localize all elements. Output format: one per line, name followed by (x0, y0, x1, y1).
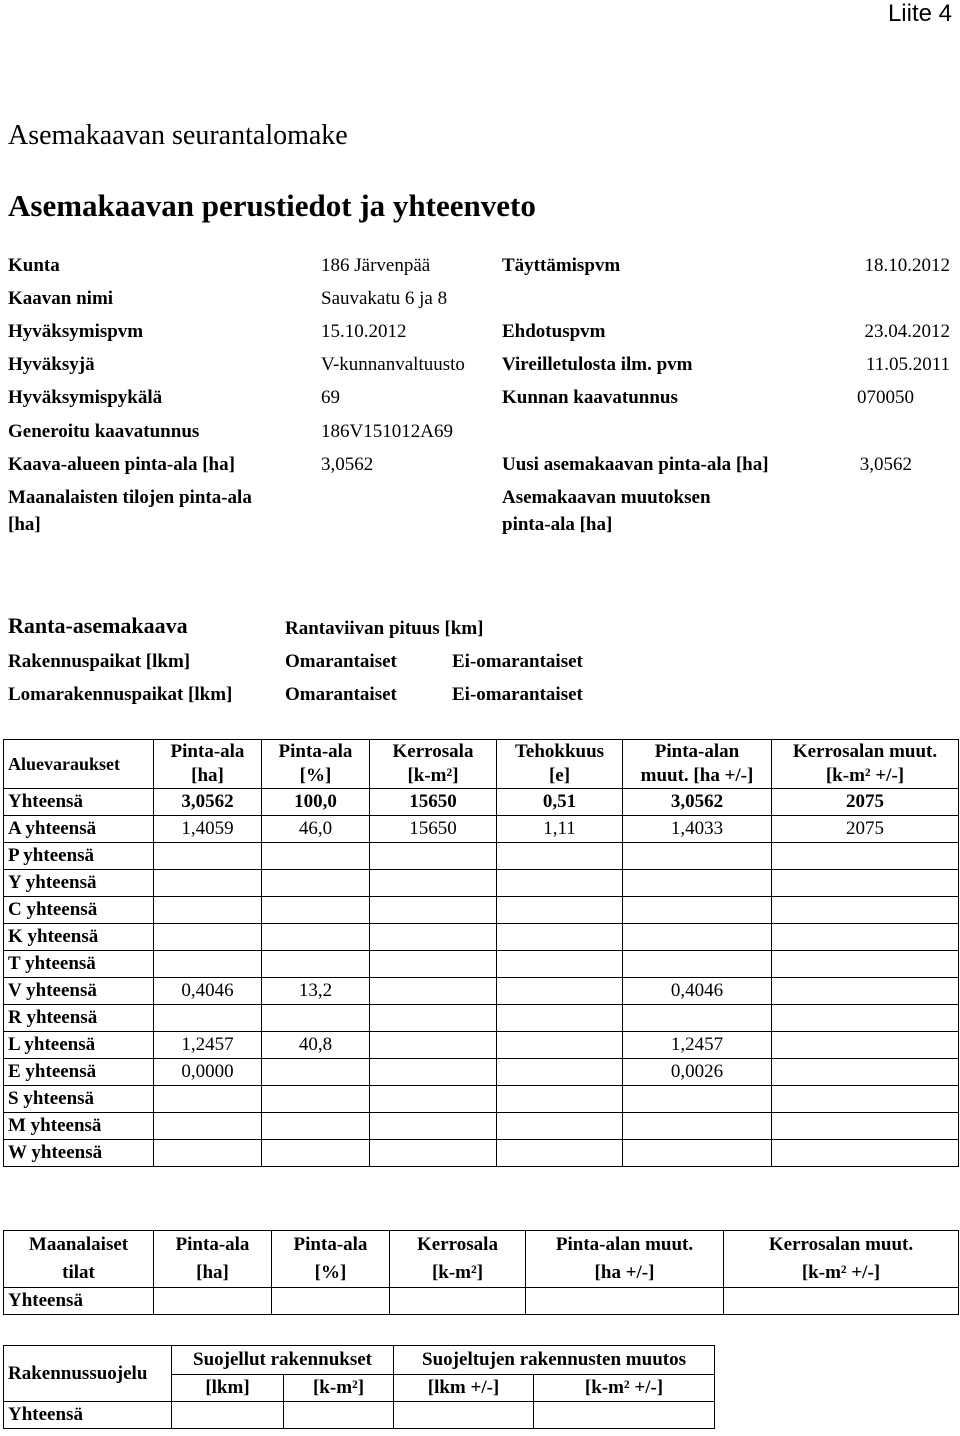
vireilletulo-value: 11.05.2011 (865, 354, 950, 375)
header-pinta-ala-ha (154, 740, 262, 789)
maanalaiset-total-kerrosala (390, 1288, 526, 1315)
cell-tehokkuus (497, 1032, 623, 1059)
cell-kerrosalan-muutos (772, 870, 959, 897)
cell-pinta-alan-muutos: 1,4033 (623, 816, 772, 843)
maanalaiset-ala-label-line1: Maanalaisten tilojen pinta-ala (8, 487, 252, 508)
cell-kerrosalan-muutos (772, 843, 959, 870)
cell-kerrosalan-muutos (772, 951, 959, 978)
row-name: Yhteensä (4, 789, 154, 816)
table-row (4, 1086, 959, 1113)
cell-tehokkuus: 1,11 (497, 816, 623, 843)
rakennussuojelu-label: Rakennussuojelu (4, 1346, 172, 1402)
muutos-ala-label-line1: Asemakaavan muutoksen (502, 487, 711, 508)
cell-pinta-ala-pct (262, 843, 370, 870)
table-row (4, 924, 959, 951)
maanalaiset-header-pinta-ala-pct-line2: [%] (314, 1262, 347, 1283)
row-name: S yhteensä (4, 1086, 154, 1113)
suojelu-header-lkm-muutos: [lkm +/-] (394, 1375, 534, 1402)
maanalaiset-header-line2: tilat (62, 1262, 95, 1283)
hyvaksyja-label: Hyväksyjä (8, 354, 95, 375)
kunta-value: 186 Järvenpää (321, 255, 431, 276)
cell-kerrosala: 15650 (370, 789, 497, 816)
cell-pinta-ala-ha: 0,4046 (154, 978, 262, 1005)
cell-tehokkuus (497, 1005, 623, 1032)
cell-pinta-ala-pct: 46,0 (262, 816, 370, 843)
cell-pinta-alan-muutos (623, 1140, 772, 1167)
table-row (4, 1005, 959, 1032)
cell-tehokkuus: 0,51 (497, 789, 623, 816)
rantaviiva-label: Rantaviivan pituus [km] (285, 618, 484, 639)
cell-pinta-ala-ha (154, 1005, 262, 1032)
header-kerrosala-line2: [k-m²] (407, 765, 459, 786)
maanalaiset-header-row (4, 1231, 959, 1288)
kaavan-nimi-label: Kaavan nimi (8, 288, 114, 309)
cell-kerrosala (370, 978, 497, 1005)
maanalaiset-header-pinta-ala-ha-line1: Pinta-ala (175, 1234, 250, 1255)
cell-kerrosalan-muutos: 2075 (772, 789, 959, 816)
appendix-label: Liite 4 (887, 0, 952, 27)
cell-pinta-alan-muutos (623, 924, 772, 951)
maanalaiset-total-pinta-alan-muutos (526, 1288, 724, 1315)
uusi-asemakaava-ala-value: 3,0562 (859, 454, 912, 475)
suojelu-total-km2-muutos (534, 1402, 715, 1429)
generoitu-kaavatunnus-value: 186V151012A69 (321, 421, 453, 442)
maanalaiset-header-kerrosalan-muutos-line2: [k-m² +/-] (801, 1262, 881, 1283)
row-name: W yhteensä (4, 1140, 154, 1167)
cell-pinta-ala-ha (154, 951, 262, 978)
maanalaiset-header-line1: Maanalaiset (28, 1234, 129, 1255)
cell-kerrosala (370, 843, 497, 870)
cell-pinta-alan-muutos: 1,2457 (623, 1032, 772, 1059)
cell-pinta-ala-pct (262, 1086, 370, 1113)
tayttamispvm-label: Täyttämispvm (502, 255, 621, 276)
maanalaiset-table (3, 1230, 959, 1315)
cell-pinta-ala-pct (262, 1113, 370, 1140)
cell-kerrosala (370, 897, 497, 924)
cell-kerrosalan-muutos (772, 1086, 959, 1113)
cell-tehokkuus (497, 924, 623, 951)
cell-pinta-ala-pct (262, 897, 370, 924)
cell-pinta-ala-pct (262, 1059, 370, 1086)
suojelu-header-row-1 (4, 1346, 715, 1375)
suojeltujen-muutos-header: Suojeltujen rakennusten muutos (394, 1346, 715, 1375)
cell-pinta-alan-muutos (623, 951, 772, 978)
hyvaksyja-value: V-kunnanvaltuusto (321, 354, 465, 375)
ranta-asemakaava-title: Ranta-asemakaava (8, 613, 188, 638)
header-kerrosala-line1: Kerrosala (392, 741, 474, 762)
muutos-ala-label-line2: pinta-ala [ha] (502, 514, 613, 535)
cell-kerrosala (370, 924, 497, 951)
maanalaiset-total-kerrosalan-muutos (724, 1288, 959, 1315)
cell-kerrosala (370, 870, 497, 897)
cell-kerrosala: 15650 (370, 816, 497, 843)
aluevaraukset-header-row (4, 740, 959, 789)
maanalaiset-header-pinta-alan-muutos-line1: Pinta-alan muut. (555, 1234, 694, 1255)
maanalaiset-ala-label-line2: [ha] (8, 514, 41, 535)
suojelu-total-lkm-muutos (394, 1402, 534, 1429)
cell-kerrosala (370, 1032, 497, 1059)
header-pinta-ala-ha-line2: [ha] (191, 765, 224, 786)
header-pinta-ala-ha-line1: Pinta-ala (170, 741, 245, 762)
maanalaiset-header-pinta-ala-pct-line1: Pinta-ala (293, 1234, 368, 1255)
header-tehokkuus (497, 740, 623, 789)
cell-tehokkuus (497, 978, 623, 1005)
cell-tehokkuus (497, 1140, 623, 1167)
table-row (4, 897, 959, 924)
maanalaiset-header-pinta-ala-ha (154, 1231, 272, 1288)
row-name: C yhteensä (4, 897, 154, 924)
cell-kerrosalan-muutos (772, 897, 959, 924)
table-row (4, 870, 959, 897)
row-name: L yhteensä (4, 1032, 154, 1059)
cell-pinta-ala-ha (154, 924, 262, 951)
cell-pinta-alan-muutos (623, 1113, 772, 1140)
cell-pinta-alan-muutos (623, 843, 772, 870)
header-tehokkuus-line2: [e] (548, 765, 571, 786)
row-name: V yhteensä (4, 978, 154, 1005)
cell-tehokkuus (497, 843, 623, 870)
table-row (4, 1059, 959, 1086)
cell-pinta-alan-muutos: 0,0026 (623, 1059, 772, 1086)
table-row (4, 1402, 715, 1429)
hyvaksymispykala-label: Hyväksymispykälä (8, 387, 163, 408)
ehdotuspvm-value: 23.04.2012 (864, 321, 950, 342)
rakennuspaikat-omarantaiset: Omarantaiset (285, 651, 397, 672)
rakennussuojelu-table (3, 1345, 715, 1429)
ehdotuspvm-label: Ehdotuspvm (502, 321, 606, 342)
cell-pinta-ala-pct: 100,0 (262, 789, 370, 816)
header-kerrosalan-muutos-line2: [k-m² +/-] (825, 765, 905, 786)
header-pinta-alan-muutos-line2: muut. [ha +/-] (640, 765, 754, 786)
tayttamispvm-value: 18.10.2012 (864, 255, 950, 276)
table-row (4, 978, 959, 1005)
table-row (4, 843, 959, 870)
cell-pinta-ala-ha (154, 1140, 262, 1167)
cell-kerrosalan-muutos (772, 1032, 959, 1059)
header-kerrosala (370, 740, 497, 789)
cell-pinta-ala-ha: 3,0562 (154, 789, 262, 816)
generoitu-kaavatunnus-label: Generoitu kaavatunnus (8, 421, 200, 442)
suojelu-total-label: Yhteensä (4, 1402, 172, 1429)
table-row (4, 789, 959, 816)
table-row (4, 1140, 959, 1167)
cell-kerrosala (370, 1059, 497, 1086)
kaava-alue-ala-label: Kaava-alueen pinta-ala [ha] (8, 454, 235, 475)
cell-pinta-ala-pct (262, 951, 370, 978)
row-name: M yhteensä (4, 1113, 154, 1140)
form-title: Asemakaavan seurantalomake (8, 120, 348, 151)
suojelu-header-lkm: [lkm] (172, 1375, 284, 1402)
kunta-label: Kunta (8, 255, 60, 276)
aluevaraukset-table (3, 739, 959, 1167)
row-name: T yhteensä (4, 951, 154, 978)
cell-pinta-ala-ha: 1,2457 (154, 1032, 262, 1059)
suojellut-rakennukset-header: Suojellut rakennukset (172, 1346, 394, 1375)
cell-kerrosalan-muutos (772, 1140, 959, 1167)
table-row (4, 816, 959, 843)
lomarakennuspaikat-omarantaiset: Omarantaiset (285, 684, 397, 705)
cell-kerrosalan-muutos (772, 1005, 959, 1032)
cell-tehokkuus (497, 870, 623, 897)
cell-kerrosalan-muutos (772, 1113, 959, 1140)
cell-pinta-ala-ha (154, 1086, 262, 1113)
cell-kerrosalan-muutos (772, 1059, 959, 1086)
header-pinta-alan-muutos-line1: Pinta-alan (654, 741, 740, 762)
row-name: R yhteensä (4, 1005, 154, 1032)
cell-kerrosala (370, 1086, 497, 1113)
cell-kerrosala (370, 1005, 497, 1032)
cell-pinta-ala-pct (262, 1140, 370, 1167)
cell-pinta-alan-muutos (623, 1086, 772, 1113)
cell-pinta-ala-ha: 0,0000 (154, 1059, 262, 1086)
row-name: K yhteensä (4, 924, 154, 951)
header-kerrosalan-muutos (772, 740, 959, 789)
maanalaiset-header-kerrosala-line2: [k-m²] (431, 1262, 484, 1283)
cell-pinta-ala-pct (262, 870, 370, 897)
maanalaiset-header-kerrosala (390, 1231, 526, 1288)
cell-tehokkuus (497, 1113, 623, 1140)
suojelu-header-km2: [k-m²] (284, 1375, 394, 1402)
cell-pinta-ala-pct (262, 924, 370, 951)
cell-pinta-ala-pct (262, 1005, 370, 1032)
row-name: A yhteensä (4, 816, 154, 843)
cell-kerrosala (370, 1140, 497, 1167)
row-name: P yhteensä (4, 843, 154, 870)
maanalaiset-header-pinta-ala-pct (272, 1231, 390, 1288)
maanalaiset-header-kerrosalan-muutos (724, 1231, 959, 1288)
rakennuspaikat-ei-omarantaiset: Ei-omarantaiset (452, 651, 583, 672)
header-pinta-ala-pct-line2: [%] (299, 765, 332, 786)
maanalaiset-total-pinta-ala-pct (272, 1288, 390, 1315)
cell-pinta-ala-ha (154, 1113, 262, 1140)
table-row (4, 951, 959, 978)
cell-tehokkuus (497, 897, 623, 924)
maanalaiset-total-pinta-ala-ha (154, 1288, 272, 1315)
cell-kerrosala (370, 951, 497, 978)
maanalaiset-header-kerrosalan-muutos-line1: Kerrosalan muut. (768, 1234, 914, 1255)
hyvaksymispvm-value: 15.10.2012 (321, 321, 407, 342)
table-row (4, 1288, 959, 1315)
cell-kerrosala (370, 1113, 497, 1140)
header-tehokkuus-line1: Tehokkuus (514, 741, 605, 762)
cell-pinta-alan-muutos (623, 897, 772, 924)
lomarakennuspaikat-ei-omarantaiset: Ei-omarantaiset (452, 684, 583, 705)
table-row (4, 1032, 959, 1059)
suojelu-total-lkm (172, 1402, 284, 1429)
cell-pinta-alan-muutos: 3,0562 (623, 789, 772, 816)
rakennuspaikat-label: Rakennuspaikat [lkm] (8, 651, 191, 672)
aluevaraukset-header-label: Aluevaraukset (4, 740, 154, 789)
kunnan-kaavatunnus-value: 070050 (857, 387, 914, 408)
cell-pinta-ala-pct: 13,2 (262, 978, 370, 1005)
kaava-alue-ala-value: 3,0562 (321, 454, 374, 475)
table-row (4, 1113, 959, 1140)
hyvaksymispykala-value: 69 (321, 387, 340, 408)
cell-tehokkuus (497, 1059, 623, 1086)
cell-tehokkuus (497, 1086, 623, 1113)
cell-pinta-ala-ha (154, 843, 262, 870)
cell-tehokkuus (497, 951, 623, 978)
maanalaiset-header-label (4, 1231, 154, 1288)
row-name: Y yhteensä (4, 870, 154, 897)
kaavan-nimi-value: Sauvakatu 6 ja 8 (321, 288, 448, 309)
maanalaiset-header-pinta-ala-ha-line2: [ha] (196, 1262, 229, 1283)
maanalaiset-header-kerrosala-line1: Kerrosala (417, 1234, 498, 1255)
hyvaksymispvm-label: Hyväksymispvm (8, 321, 144, 342)
suojelu-header-km2-muutos: [k-m² +/-] (534, 1375, 715, 1402)
cell-kerrosalan-muutos: 2075 (772, 816, 959, 843)
uusi-asemakaava-ala-label: Uusi asemakaavan pinta-ala [ha] (502, 454, 769, 475)
cell-pinta-ala-ha (154, 897, 262, 924)
header-pinta-ala-pct (262, 740, 370, 789)
cell-pinta-alan-muutos (623, 1005, 772, 1032)
section-title: Asemakaavan perustiedot ja yhteenveto (8, 188, 536, 223)
suojelu-total-km2 (284, 1402, 394, 1429)
cell-pinta-ala-pct: 40,8 (262, 1032, 370, 1059)
cell-kerrosalan-muutos (772, 924, 959, 951)
cell-pinta-ala-ha (154, 870, 262, 897)
cell-pinta-ala-ha: 1,4059 (154, 816, 262, 843)
kunnan-kaavatunnus-label: Kunnan kaavatunnus (502, 387, 678, 408)
lomarakennuspaikat-label: Lomarakennuspaikat [lkm] (8, 684, 233, 705)
cell-kerrosalan-muutos (772, 978, 959, 1005)
header-kerrosalan-muutos-line1: Kerrosalan muut. (792, 741, 938, 762)
header-pinta-alan-muutos (623, 740, 772, 789)
row-name: E yhteensä (4, 1059, 154, 1086)
cell-pinta-alan-muutos: 0,4046 (623, 978, 772, 1005)
cell-pinta-alan-muutos (623, 870, 772, 897)
header-pinta-ala-pct-line1: Pinta-ala (278, 741, 353, 762)
maanalaiset-total-label: Yhteensä (4, 1288, 154, 1315)
vireilletulo-label: Vireilletulosta ilm. pvm (502, 354, 693, 375)
maanalaiset-header-pinta-alan-muutos (526, 1231, 724, 1288)
maanalaiset-header-pinta-alan-muutos-line2: [ha +/-] (594, 1262, 655, 1283)
